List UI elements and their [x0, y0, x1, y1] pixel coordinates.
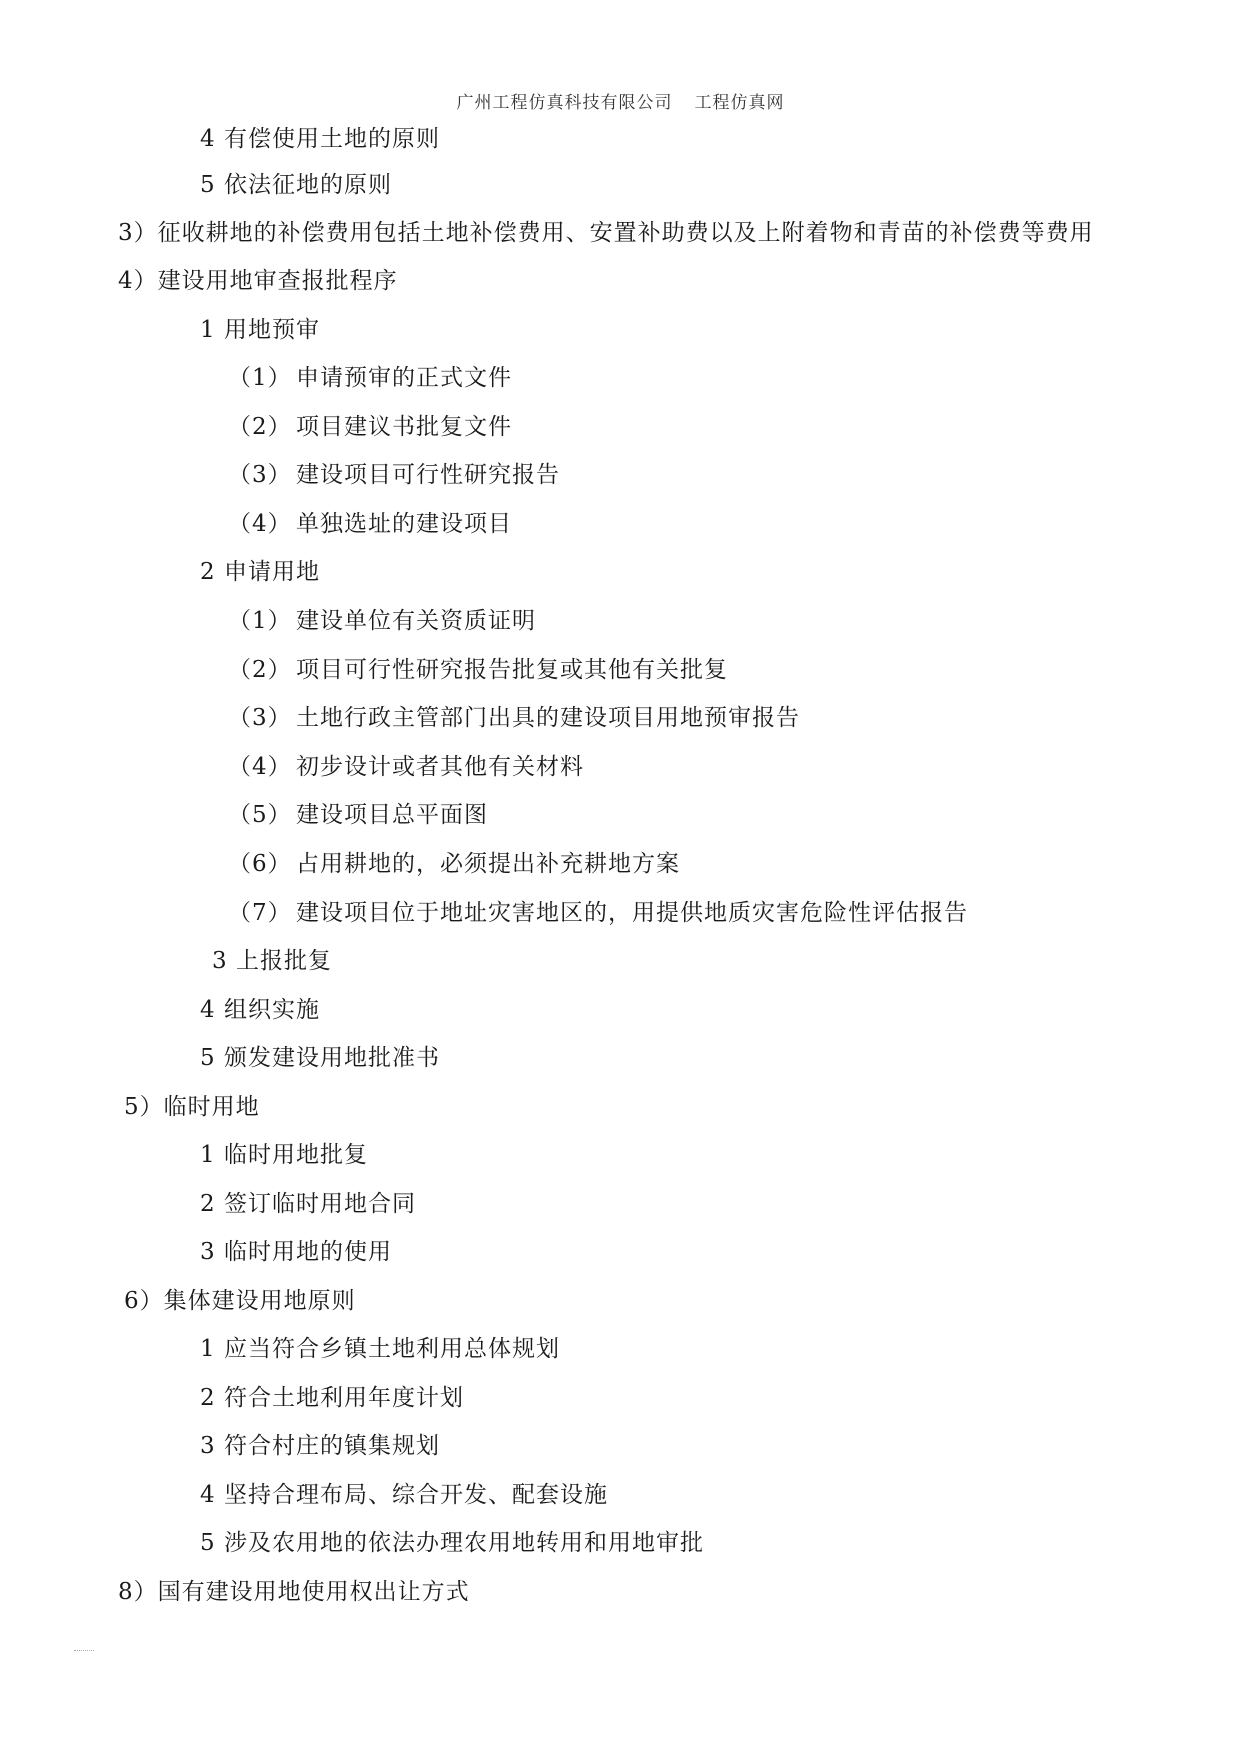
- page-header: [0, 88, 1241, 113]
- section-heading: 3）征收耕地的补偿费用包括土地补偿费用、安置补助费以及上附着物和青苗的补偿费等费用: [118, 220, 1094, 246]
- sub-list-item: （1） 申请预审的正式文件: [228, 365, 512, 391]
- sub-list-item: （2） 项目建议书批复文件: [228, 414, 512, 440]
- sub-list-item: （6） 占用耕地的，必须提出补充耕地方案: [228, 851, 680, 877]
- footer-mark: [74, 1650, 94, 1655]
- sub-list-item: （4） 初步设计或者其他有关材料: [228, 754, 584, 780]
- list-item: 1 应当符合乡镇土地利用总体规划: [200, 1336, 560, 1362]
- section-heading: 5）临时用地: [124, 1094, 260, 1120]
- sub-list-item: （3） 土地行政主管部门出具的建设项目用地预审报告: [228, 705, 800, 731]
- list-item: 2 申请用地: [200, 559, 320, 585]
- section-heading: 4）建设用地审查报批程序: [118, 268, 398, 294]
- list-item: 5 依法征地的原则: [200, 172, 392, 198]
- sub-list-item: （1） 建设单位有关资质证明: [228, 608, 536, 634]
- list-item: 5 涉及农用地的依法办理农用地转用和用地审批: [200, 1530, 704, 1556]
- header-company: 广州工程仿真科技有限公司: [456, 93, 673, 113]
- list-item: 3 临时用地的使用: [200, 1239, 392, 1265]
- sub-list-item: （3） 建设项目可行性研究报告: [228, 462, 560, 488]
- list-item: 1 临时用地批复: [200, 1142, 368, 1168]
- list-item: 3 符合村庄的镇集规划: [200, 1433, 440, 1459]
- list-item: 1 用地预审: [200, 317, 320, 343]
- sub-list-item: （4） 单独选址的建设项目: [228, 511, 512, 537]
- list-item: 4 组织实施: [200, 997, 320, 1023]
- list-item: 4 有偿使用土地的原则: [200, 126, 440, 152]
- sub-list-item: （5） 建设项目总平面图: [228, 802, 488, 828]
- section-heading: 8）国有建设用地使用权出让方式: [118, 1579, 470, 1605]
- header-site: 工程仿真网: [694, 93, 785, 113]
- sub-list-item: （7） 建设项目位于地址灾害地区的，用提供地质灾害危险性评估报告: [228, 900, 968, 926]
- sub-list-item: （2） 项目可行性研究报告批复或其他有关批复: [228, 657, 728, 683]
- list-item: 4 坚持合理布局、综合开发、配套设施: [200, 1482, 608, 1508]
- list-item: 2 签订临时用地合同: [200, 1191, 416, 1217]
- section-heading: 6）集体建设用地原则: [124, 1288, 356, 1314]
- list-item: 5 颁发建设用地批准书: [200, 1045, 440, 1071]
- list-item: 2 符合土地利用年度计划: [200, 1385, 464, 1411]
- list-item: 3 上报批复: [212, 948, 332, 974]
